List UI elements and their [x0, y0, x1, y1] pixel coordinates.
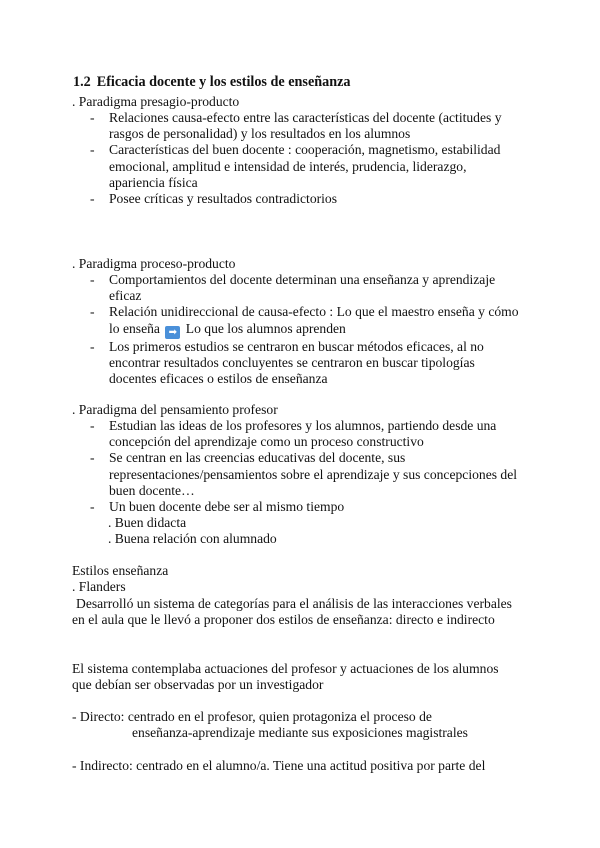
- indirect-style-entry: - Indirecto: centrado en el alumno/a. Tiene una actitud positiva por parte del: [72, 758, 486, 773]
- list-item-text: Posee críticas y resultados contradictorios: [109, 191, 338, 207]
- dash-bullet: -: [90, 499, 95, 515]
- dash-bullet: -: [90, 272, 95, 287]
- direct-style-text: - Directo: centrado en el profesor, quien protagoniza el proceso de: [72, 709, 432, 724]
- dash-bullet: -: [90, 142, 95, 158]
- list-item: [90, 339, 520, 388]
- dash-bullet: -: [90, 110, 95, 125]
- flanders-paragraph: Desarrolló un sistema de categorías para el análisis de las interacciones verbales en el aula que le llevó a proponer dos estilos de enseñanza: directo e indirecto: [72, 596, 512, 628]
- paradigm-proceso-title: . Paradigma proceso-producto: [72, 256, 236, 271]
- paradigm-proceso-list: [90, 272, 520, 387]
- flanders-title: . Flanders: [72, 579, 126, 594]
- dash-bullet: -: [90, 338, 95, 354]
- paradigm-presagio-list: [90, 110, 520, 207]
- arrow-right-icon: ➡: [165, 326, 180, 339]
- list-item-text: Se centran en las creencias educativas del docente, sus representaciones/pensamientos sobre el aprendizaje y sus concepciones del buen docente…: [109, 450, 518, 498]
- list-item: [90, 272, 520, 304]
- sub-item-buen-didacta: . Buen didacta: [108, 515, 187, 530]
- list-item-text: Un buen docente debe ser al mismo tiempo: [109, 499, 345, 515]
- list-item: [90, 450, 520, 499]
- list-item-text: Relación unidireccional de causa-efecto : Lo que el maestro enseña y cómo lo enseña: [109, 304, 519, 336]
- sub-item-buena-relacion: . Buena relación con alumnado: [108, 531, 277, 546]
- list-item: [90, 110, 520, 142]
- direct-style-entry: [72, 709, 512, 741]
- list-item-text: Relaciones causa-efecto entre las características del docente (actitudes y rasgos de personalidad) y los resultados en los alumnos: [109, 110, 502, 142]
- dash-bullet: -: [90, 450, 95, 466]
- list-item-text: Los primeros estudios se centraron en buscar métodos eficaces, al no encontrar resultados concluyentes se centraron en buscar tipologías docentes eficaces o estilos de enseñanza: [109, 338, 484, 387]
- section-title: Eficacia docente y los estilos de enseñanza: [96, 74, 351, 90]
- list-item-text-after: Lo que los alumnos aprenden: [185, 320, 346, 336]
- paradigm-pensamiento-title: . Paradigma del pensamiento profesor: [72, 402, 278, 417]
- list-item: [90, 499, 520, 515]
- system-paragraph: El sistema contemplaba actuaciones del profesor y actuaciones de los alumnos que debían ser observadas por un investigador: [72, 661, 499, 693]
- paradigm-pensamiento-list: [90, 418, 520, 515]
- dash-bullet: -: [90, 418, 95, 433]
- styles-title: Estilos enseñanza: [72, 563, 169, 578]
- section-heading: [73, 74, 351, 90]
- section-number: 1.2: [73, 74, 91, 90]
- dash-bullet: -: [90, 191, 95, 207]
- paradigm-presagio-title: . Paradigma presagio-producto: [72, 94, 240, 109]
- dash-bullet: -: [90, 304, 95, 320]
- list-item: [90, 418, 520, 450]
- list-item-text: Estudian las ideas de los profesores y los alumnos, partiendo desde una concepción del aprendizaje como un proceso constructivo: [109, 418, 497, 450]
- list-item: [90, 191, 520, 207]
- list-item: [90, 142, 520, 191]
- list-item-text: Características del buen docente : cooperación, magnetismo, estabilidad emocional, amplitud e intensidad de interés, prudencia, liderazgo, apariencia física: [109, 142, 501, 190]
- list-item: [90, 304, 520, 338]
- list-item-text: Comportamientos del docente determinan una enseñanza y aprendizaje eficaz: [109, 272, 496, 304]
- direct-style-continuation: enseñanza-aprendizaje mediante sus exposiciones magistrales: [132, 725, 468, 741]
